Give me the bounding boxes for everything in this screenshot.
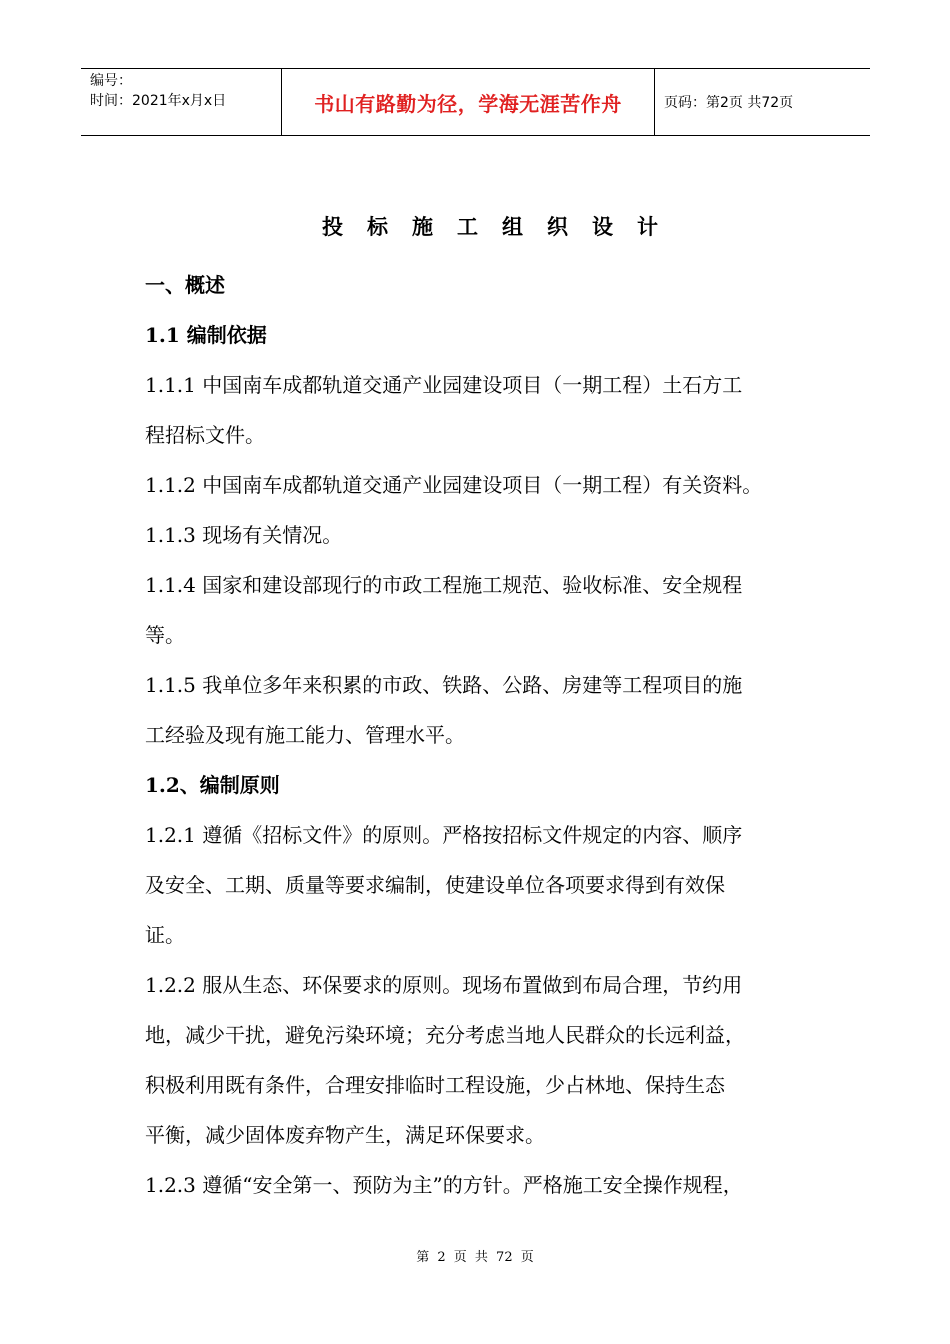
text-line: 1.2.3 遵循“安全第一、预防为主”的方针。严格施工安全操作规程， bbox=[145, 1173, 743, 1197]
page-footer: 第 2 页 共 72 页 bbox=[416, 1250, 534, 1265]
section-heading: 1.1 编制依据 bbox=[145, 323, 267, 347]
header-page-cell bbox=[655, 69, 870, 135]
text-line: 证。 bbox=[145, 923, 185, 947]
document-lines bbox=[145, 260, 835, 1210]
section-heading: 1.2、编制原则 bbox=[145, 773, 280, 797]
document-body bbox=[145, 212, 835, 1210]
text-line: 工经验及现有施工能力、管理水平。 bbox=[145, 723, 465, 747]
text-line: 平衡，减少固体废弃物产生，满足环保要求。 bbox=[145, 1123, 545, 1147]
text-line: 1.2.1 遵循《招标文件》的原则。严格按招标文件规定的内容、顺序 bbox=[145, 823, 743, 847]
text-line: 1.2.2 服从生态、环保要求的原则。现场布置做到布局合理，节约用 bbox=[145, 973, 743, 997]
code-label: 编号： bbox=[90, 73, 132, 89]
page-info: 页码：第2页 共72页 bbox=[664, 95, 794, 111]
text-line: 积极利用既有条件，合理安排临时工程设施，少占林地、保持生态 bbox=[145, 1073, 725, 1097]
document-title: 投标施工组织设计 bbox=[322, 214, 682, 239]
time-label: 时间：2021年x月x日 bbox=[90, 93, 227, 109]
motto-text: 书山有路勤为径，学海无涯苦作舟 bbox=[314, 91, 622, 116]
text-line: 1.1.2 中国南车成都轨道交通产业园建设项目（一期工程）有关资料。 bbox=[145, 473, 763, 497]
section-heading: 一、概述 bbox=[145, 273, 225, 297]
text-line: 1.1.4 国家和建设部现行的市政工程施工规范、验收标准、安全规程 bbox=[145, 573, 743, 597]
text-line: 地，减少干扰，避免污染环境；充分考虑当地人民群众的长远利益， bbox=[145, 1023, 745, 1047]
text-line: 等。 bbox=[145, 623, 185, 647]
header-meta-cell bbox=[81, 69, 282, 135]
header-motto-cell bbox=[282, 69, 655, 135]
text-line: 及安全、工期、质量等要求编制，使建设单位各项要求得到有效保 bbox=[145, 873, 725, 897]
text-line: 1.1.1 中国南车成都轨道交通产业园建设项目（一期工程）土石方工 bbox=[145, 373, 743, 397]
text-line: 1.1.5 我单位多年来积累的市政、铁路、公路、房建等工程项目的施 bbox=[145, 673, 743, 697]
text-line: 1.1.3 现场有关情况。 bbox=[145, 523, 343, 547]
header-table bbox=[81, 68, 870, 136]
text-line: 程招标文件。 bbox=[145, 423, 265, 447]
